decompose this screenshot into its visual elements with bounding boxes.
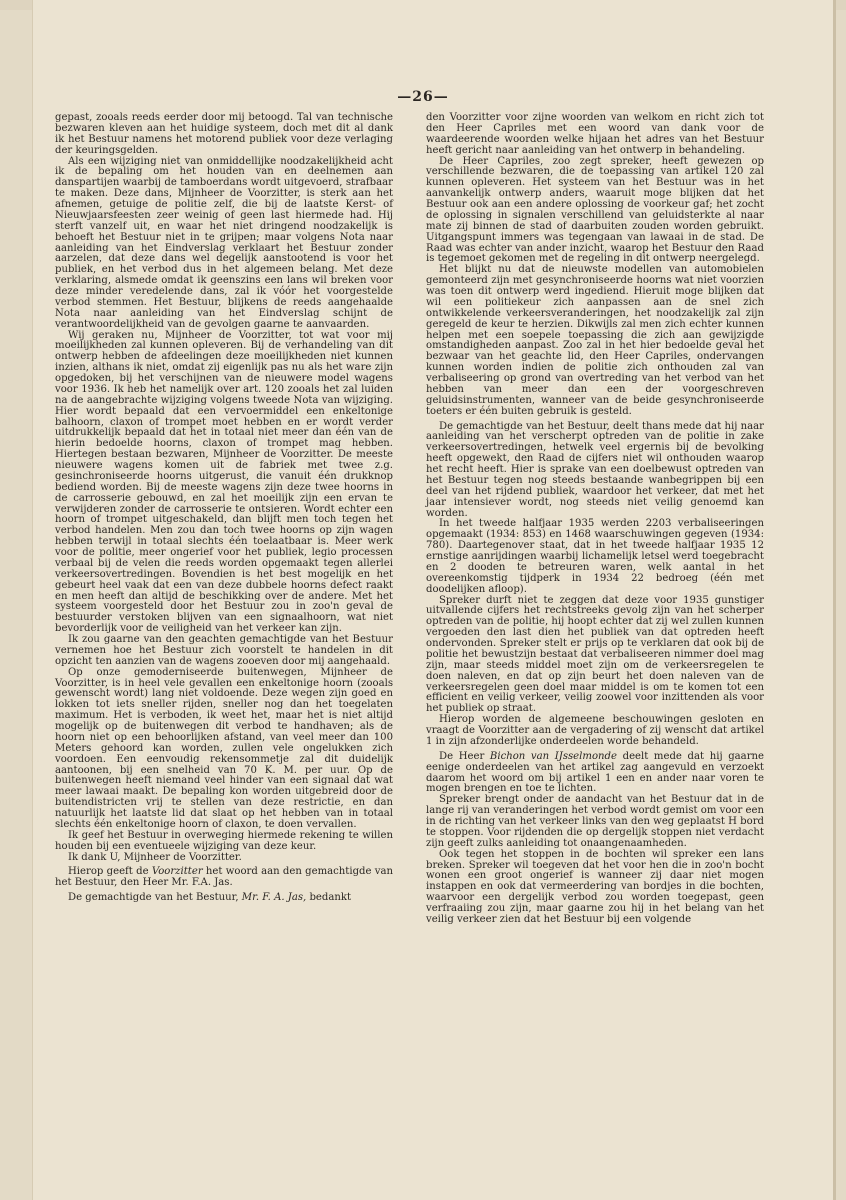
paragraph: Wij geraken nu, Mijnheer de Voorzitter, tot wat voor mij moeilijkheden zal kunnen opleveren. Bij de verhandeling van dit ontwerp hebben de afdeelingen deze moeilijkheden niet kunnen inzien, althans ik niet, omdat zij eigenlijk pas nu als het ware zijn opgedoken, bij het verschijnen van de nieuwere model wagens voor 1936. Ik heb het namelijk over art. 120 zooals het zal luiden na de aangebrachte wijziging volgens tweede Nota van wijziging. Hier wordt bepaald dat een vervoermiddel een enkeltonige balhoorn, claxon of trompet moet hebben en er wordt verder uitdrukkelijk bepaald dat het in totaal niet meer dan één van de hierin bedoelde hoorns, claxon of trompet mag hebben. Hiertegen bestaan bezwaren, Mijnheer de Voorzitter. De meeste nieuwere wagens komen uit de fabriek met twee z.g. gesinchroniseerde hoorns uitgerust, die vanuit één drukknop bediend worden. Bij de meeste wagens zijn deze twee hoorns in de carrosserie gebouwd, en zal het moeilijk zijn een ervan te verwijderen zonder de carrosserie te ontsieren. Wordt echter een hoorn of trompet uitgeschakeld, dan blijft men toch tegen het verbod handelen. Men zou dan toch twee hoorns op zijn wagen hebben terwijl in totaal slechts één toelaatbaar is. Meer werk voor de politie, meer ongerief voor het publiek, legio processen verbaal bij de velen die reeds worden opgemaakt tegen allerlei verkeersovertredingen. Bovendien is het best mogelijk en het gebeurt heel vaak dat een van deze dubbele hoorns defect raakt en men heeft dan altijd de beschikking over de andere. Met het systeem voorgesteld door het Bestuur zou in zoo'n geval de bestuurder verstoken blijven van een signaalhoorn, wat niet bevorderlijk voor de veiligheid van het verkeer kan zijn.: [55, 329, 393, 635]
paragraph: Ik geef het Bestuur in overweging hiermede rekening te willen houden bij een eventueele wijziging van deze keur.: [55, 829, 393, 852]
page-number: —26—: [397, 89, 449, 105]
speaker-name: Voorzitter: [151, 866, 203, 878]
speaker-name: Mr. F. A. Jas,: [241, 892, 307, 904]
paragraph: Ik dank U, Mijnheer de Voorzitter.: [68, 851, 242, 863]
paragraph-text: De Heer: [439, 750, 490, 762]
paragraph-text: Hierop geeft de: [68, 866, 152, 878]
paragraph: den Voorzitter voor zijne woorden van welkom en richt zich tot den Heer Capriles met een woord van dank voor de waardeerende woorden welke hijaan het adres van het Bestuur heeft gericht naar aanleiding van het ontwerp in behandeling.: [426, 112, 764, 156]
paragraph: Als een wijziging niet van onmiddellijke noodzakelijkheid acht ik de bepaling om het houden van en deelnemen aan danspartijen waarbij de tamboerdans wordt uitgevoerd, strafbaar te maken. Deze dans, Mijnheer de Voorzitter, is sterk aan het afnemen, getuige de politie zelf, die bij de laatste Kerst- of Nieuwjaarsfeesten zeer weinig of geen last hiermede had. Hij sterft vanzelf uit, en waar het niet dringend noodzakelijk is behoeft het Bestuur niet in te grijpen; maar volgens Nota naar aanleiding van het Eindverslag verklaart het Bestuur zonder aarzelen, dat deze dans wel degelijk aanstootend is voor het publiek, en het verbod dus in het algemeen belang. Met deze verklaring, alsmede omdat ik geenszins een lans wil breken voor deze minder veredelende dans, zal ik vóór het voorgestelde verbod stemmen. Het Bestuur, blijkens de reeds aangehaalde Nota naar aanleiding van het Eindverslag schijnt de verantwoordelijkheid van de gevolgen gaarne te aanvaarden.: [55, 155, 393, 330]
paragraph: Ik zou gaarne van den geachten gemachtigde van het Bestuur vernemen hoe het Bestuur zich voorstelt te handelen in dit opzicht ten aanzien van de wagens zooeven door mij aangehaald.: [55, 634, 393, 667]
paragraph: Spreker brengt onder de aandacht van het Bestuur dat in de lange rij van veranderingen het verbod wordt gemist om voor een in de richting van het verkeer links van den weg geplaatst H bord te stoppen. Voor rijdenden die op dergelijk stoppen niet verdacht zijn geeft zulks aanleiding tot onaangenaamheden.: [426, 794, 764, 849]
left-text-column: [55, 113, 393, 904]
paragraph: [55, 893, 393, 904]
paragraph: Hierop worden de algemeene beschouwingen gesloten en vraagt de Voorzitter aan de vergadering of zij wenscht dat artikel 1 in zijn afzonderlijke onderdeelen worde behandeld.: [426, 714, 764, 747]
paragraph: gepast, zooals reeds eerder door mij betoogd. Tal van technische bezwaren kleven aan het huidige systeem, doch met dit al dank ik het Bestuur namens het motorend publiek voor deze verlaging der keuringsgelden.: [55, 112, 393, 156]
paragraph-text: bedankt: [306, 892, 352, 904]
paragraph: De gemachtigde van het Bestuur, deelt thans mede dat hij naar aanleiding van het verscherpt optreden van de politie in zake verkeersovertredingen, hetwelk veel ergernis bij de bevolking heeft opgewekt, den Raad de cijfers niet wil onthouden waarop het recht heeft. Hier is sprake van een doelbewust optreden van het Bestuur tegen nog steeds bestaande wanbegrippen bij een deel van het rijdend publiek, waardoor het verkeer, dat met het jaar intensiever wordt, nog steeds niet veilig genoemd kan worden.: [426, 420, 764, 519]
paragraph: De Heer Capriles, zoo zegt spreker, heeft gewezen op verschillende bezwaren, die de toepassing van artikel 120 zal kunnen opleveren. Het systeem van het Bestuur was in het aanvankelijk ontwerp anders, waaruit moge blijken dat het Bestuur ook aan een andere oplossing de voorkeur gaf; het zocht de oplossing in signalen verschillend van geluidsterkte al naar mate zij binnen de stad of daarbuiten zouden worden gebruikt. Uitgangspunt immers was tegengaan van lawaai in de stad. De Raad was echter van ander inzicht, waarop het Bestuur den Raad is tegemoet gekomen met de regeling in dit ontwerp neergelegd.: [426, 155, 764, 265]
paragraph: Ook tegen het stoppen in de bochten wil spreker een lans breken. Spreker wil toegeven dat het voor hen die in zoo'n bocht wonen een groot ongerief is wanneer zij daar niet mogen instappen en ook dat vermeerdering van bordjes in die bochten, waarvoor een dergelijk verbod zou worden toegepast, geen verfraaiing zou zijn, maar gaarne zou hij in het belang van het veilig verkeer zien dat het Bestuur bij een volgende: [426, 848, 764, 925]
paragraph: Spreker durft niet te zeggen dat deze voor 1935 gunstiger uitvallende cijfers het rechtstreeks gevolg zijn van het scherper optreden van de politie, hij hoopt echter dat zij wel zullen kunnen vergoeden den last dien het publiek van dat optreden heeft ondervonden. Spreker stelt er prijs op te verklaren dat ook bij de politie het bewustzijn bestaat dat verbaliseeren nimmer doel mag zijn, maar steeds middel moet zijn om de verkeersregelen te doen naleven, en dat op zijn beurt het doen naleven van de verkeersregelen geen doel maar middel is om te komen tot een efficient en veilig verkeer, veilig zoowel voor inzittenden als voor het publiek op straat.: [426, 594, 764, 715]
paragraph-text: het woord aan den gemachtigde van het Bestuur, den Heer Mr. F.A. Jas.: [55, 866, 393, 889]
paragraph-text: De gemachtigde van het Bestuur,: [68, 892, 242, 904]
paragraph: Op onze gemoderniseerde buitenwegen, Mijnheer de Voorzitter, is in heel vele gevallen een enkeltonige hoorn (zooals gewenscht wordt) lang niet voldoende. Deze wegen zijn goed en lokken tot iets sneller rijden, sneller nog dan het toegelaten maximum. Het is verboden, ik weet het, maar het is niet altijd mogelijk op de buitenwegen dit verbod te handhaven; als de hoorn niet op een behoorlijken afstand, van veel meer dan 100 Meters gehoord kan worden, zullen vele ongelukken zich voordoen. Een eenvoudig rekensommetje zal dit duidelijk aantoonen, bij een snelheid van 70 K. M. per uur. Op de buitenwegen heeft niemand veel hinder van een signaal dat wat meer lawaai maakt. De bepaling kon worden uitgebreid door de buitendistricten vrij te stellen van deze restrictie, en dan natuurlijk het laatste lid dat slaat op het hebben van in totaal slechts één enkeltonige hoorn of claxon, te doen vervallen.: [55, 666, 393, 830]
paragraph: [55, 867, 393, 889]
paragraph-text: deelt mede dat hij gaarne eenige onderdeelen van het artikel zag aangevuld en verzoekt daarom het woord om bij artikel 1 een en ander naar voren te mogen brengen en toe te lichten.: [426, 750, 765, 795]
paragraph: In het tweede halfjaar 1935 werden 2203 verbaliseeringen opgemaakt (1934: 853) en 1468 waarschuwingen gegeven (1934: 780). Daartegenover staat, dat in het tweede halfjaar 1935 12 ernstige aanrijdingen waarbij lichamelijk letsel werd toegebracht en 2 dooden te betreuren waren, welk aantal in het overeenkomstig tijdperk in 1934 22 bedroeg (één met doodelijken afloop).: [426, 518, 764, 595]
speaker-name: Bichon van IJsselmonde: [489, 750, 617, 762]
paragraph: Het blijkt nu dat de nieuwste modellen van automobielen gemonteerd zijn met gesynchroniseerde hoorns wat niet voorzien was toen dit ontwerp werd ingediend. Hieruit moge blijken dat wil een politiekeur zich aanpassen aan de snel zich ontwikkelende verkeersveranderingen, het noodzakelijk zal zijn geregeld de keur te herzien. Dikwijls zal men zich echter kunnen helpen met een soepele toepassing die zich aan gewijzigde omstandigheden aanpast. Zoo zal in het hier bedoelde geval het bezwaar van het geachte lid, den Heer Capriles, ondervangen kunnen worden indien de politie zich onthouden zal van verbaliseering op grond van overtreding van het verbod van het hebben van meer dan een der voorgeschreven geluidsinstrumenten, wanneer van de beide gesynchroniseerde toeters er één buiten gebruik is gesteld.: [426, 264, 764, 417]
right-text-column: [426, 113, 764, 926]
paragraph: [426, 752, 764, 796]
